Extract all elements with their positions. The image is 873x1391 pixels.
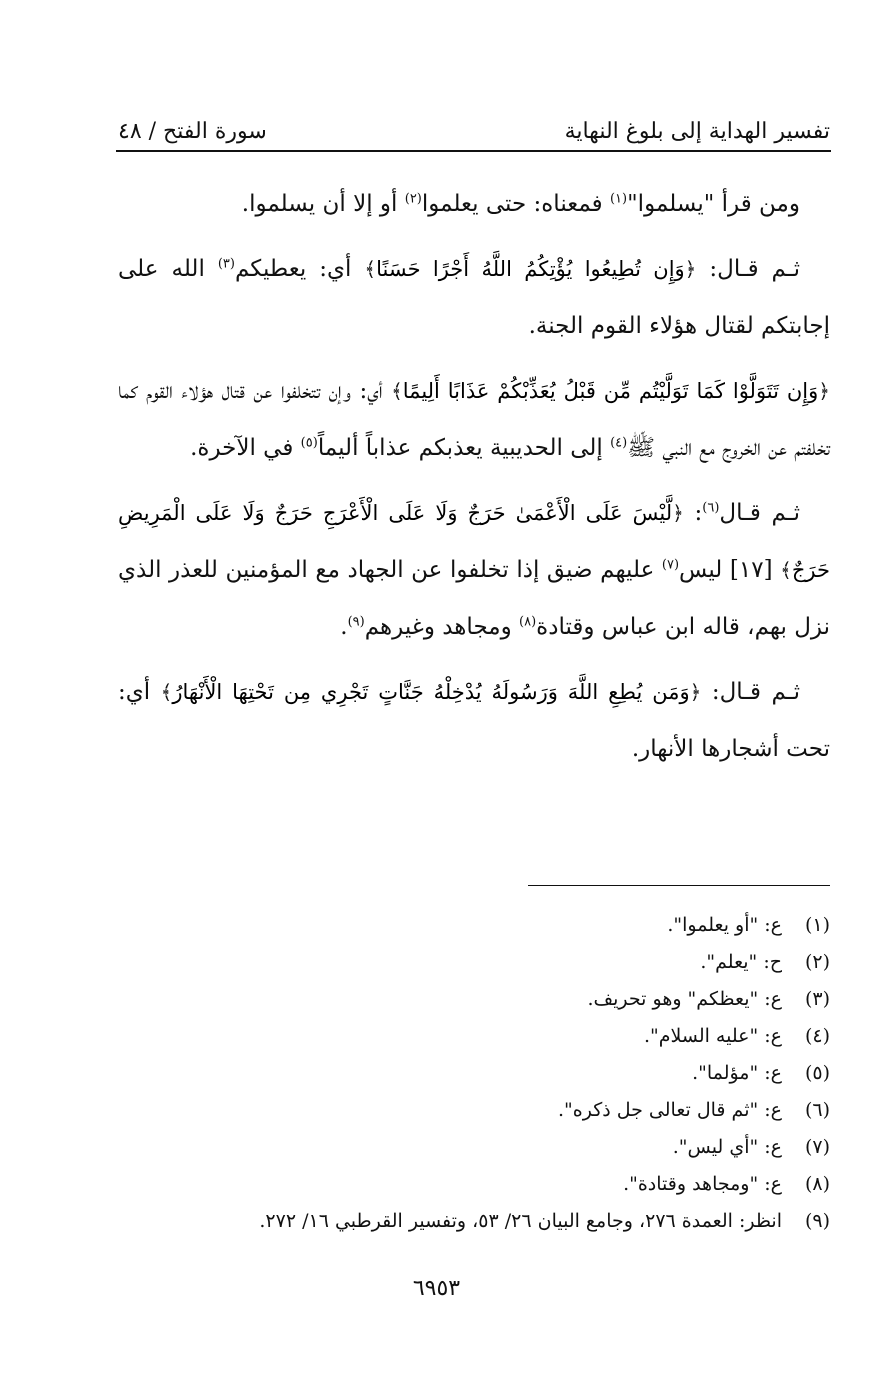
footnote-text: انظر: العمدة ٢٧٦، وجامع البيان ٢٦/ ٥٣، وتفسير القرطبي ١٦/ ٢٧٢. xyxy=(259,1210,782,1232)
paragraph-5: ثـم قـال: ﴿وَمَن يُطِعِ اللَّهَ وَرَسُولَهُ يُدْخِلْهُ جَنَّاتٍ تَجْرِي مِن تَحْتِهَا الْأَنْهَارُ﴾ أي: تحت أشجارها الأنهار. xyxy=(118,679,830,762)
footnote-text: ع: "ومجاهد وقتادة". xyxy=(623,1173,782,1195)
running-header xyxy=(118,108,830,144)
footnote-item xyxy=(118,1018,830,1055)
footnote-text: ع: "عليه السلام". xyxy=(643,1025,782,1047)
footnote-text: ع: "ثم قال تعالى جل ذكره". xyxy=(557,1099,782,1121)
footnote-marker: (٧) xyxy=(661,557,680,573)
page-number: ٦٩٥٣ xyxy=(412,1276,461,1301)
quran-bracket-open-icon: ﴿ xyxy=(689,680,702,704)
quran-bracket-open-icon: ﴿ xyxy=(684,257,697,281)
footnote-marker: (٢) xyxy=(404,191,422,207)
quran-bracket-open-icon: ﴿ xyxy=(672,501,684,525)
footnote-marker: (٩) xyxy=(347,614,365,630)
footnote-marker: (٣) xyxy=(217,256,235,272)
footnote-marker: (٨) xyxy=(519,614,537,630)
footnote-marker: (١) xyxy=(609,191,628,207)
quran-bracket-close-icon: ﴾ xyxy=(364,257,377,281)
footnote-number: (٩) xyxy=(804,1210,830,1232)
paragraph-4: ثـم قـال$^{(٦)}$: ﴿لَّيْسَ عَلَى الْأَعْمَىٰ حَرَجٌ وَلَا عَلَى الْأَعْرَجِ حَرَجٌ وَلَا عَلَى الْمَرِيضِ حَرَجٌ﴾ [١٧] ليس$^{(٧)}$ عليهم ضيق إذا تخلفوا عن الجهاد مع المؤمنين للعذر الذي نزل بهم، قاله ابن عباس وقتادة$^{(٨)}$ ومجاهد وغيرهم$^{(٩)}$. xyxy=(118,500,830,640)
paragraph-3: ﴿وَإِن تَتَوَلَّوْا كَمَا تَوَلَّيْتُم مِّن قَبْلُ يُعَذِّبْكُمْ عَذَابًا أَلِيمًا﴾ أي: وإن تتخلفوا عن قتال هؤلاء القوم كما تخلفتم عن الخروج مع النبي ﷺ$^{(٤)}$ إلى الحديبية يعذبكم عذاباً أليماً$^{(٥)}$ في الآخرة. xyxy=(118,378,830,461)
footnote-text: ع: "مؤلما". xyxy=(692,1062,782,1084)
paragraph-2: ثـم قـال: ﴿وَإِن تُطِيعُوا يُؤْتِكُمُ اللَّهُ أَجْرًا حَسَنًا﴾ أي: يعطيكم$^{(٣)}$ الله على إجابتكم لقتال هؤلاء القوم الجنة. xyxy=(118,256,830,339)
footnote-number: (٨) xyxy=(804,1173,830,1195)
surah-reference: سورة الفتح / ٤٨ xyxy=(118,119,267,144)
quran-verse: وَإِن تَتَوَلَّوْا كَمَا تَوَلَّيْتُم مِّن قَبْلُ يُعَذِّبْكُمْ عَذَابًا أَلِيمًا xyxy=(402,379,819,403)
paragraph-1: ومن قرأ "يسلموا"$^{(١)}$ فمعناه: حتى يعلموا$^{(٢)}$ أو إلا أن يسلموا. xyxy=(241,191,800,217)
footnote-text: ح: "يعلم". xyxy=(700,951,782,973)
footnote-item xyxy=(118,1055,830,1092)
footnote-divider xyxy=(528,885,830,886)
header-divider xyxy=(116,150,831,152)
quran-bracket-close-icon: ﴾ xyxy=(391,379,403,403)
footnote-number: (٧) xyxy=(804,1136,830,1158)
footnote-text: ع: "يعظكم" وهو تحريف. xyxy=(587,988,782,1010)
quran-verse: وَمَن يُطِعِ اللَّهَ وَرَسُولَهُ يُدْخِلْهُ جَنَّاتٍ تَجْرِي مِن تَحْتِهَا الْأَنْهَارُ xyxy=(172,680,690,704)
quran-bracket-close-icon: ﴾ xyxy=(780,558,792,582)
footnote-item xyxy=(118,1203,830,1240)
footnote-item xyxy=(118,1166,830,1203)
footnote-number: (٤) xyxy=(804,1025,830,1047)
main-text xyxy=(118,176,830,778)
footnotes xyxy=(118,907,830,1240)
footnote-marker: (٤) xyxy=(610,435,628,451)
footnote-item xyxy=(118,981,830,1018)
footnote-item xyxy=(118,1092,830,1129)
footnote-item xyxy=(118,907,830,944)
footnote-item xyxy=(118,944,830,981)
verse-number: [١٧] xyxy=(729,557,781,583)
footnote-item xyxy=(118,1129,830,1166)
footnote-number: (٣) xyxy=(804,988,830,1010)
footnote-number: (٥) xyxy=(804,1062,830,1084)
footnote-text: ع: "أو يعلموا". xyxy=(667,914,782,936)
footnote-number: (١) xyxy=(804,914,830,936)
quran-verse: لَّيْسَ عَلَى الْأَعْمَىٰ حَرَجٌ وَلَا عَلَى الْأَعْرَجِ حَرَجٌ وَلَا عَلَى الْمَرِيضِ حَرَجٌ xyxy=(118,501,830,582)
footnote-marker: (٥) xyxy=(300,435,318,451)
book-title: تفسير الهداية إلى بلوغ النهاية xyxy=(564,119,830,144)
quran-verse: وَإِن تُطِيعُوا يُؤْتِكُمُ اللَّهُ أَجْرًا حَسَنًا xyxy=(376,257,685,281)
footnote-number: (٦) xyxy=(804,1099,830,1121)
quran-bracket-close-icon: ﴾ xyxy=(160,680,173,704)
footnote-number: (٢) xyxy=(804,951,830,973)
footnote-marker: (٦) xyxy=(702,500,720,516)
footnote-text: ع: "أي ليس". xyxy=(672,1136,782,1158)
quran-bracket-open-icon: ﴿ xyxy=(818,379,830,403)
